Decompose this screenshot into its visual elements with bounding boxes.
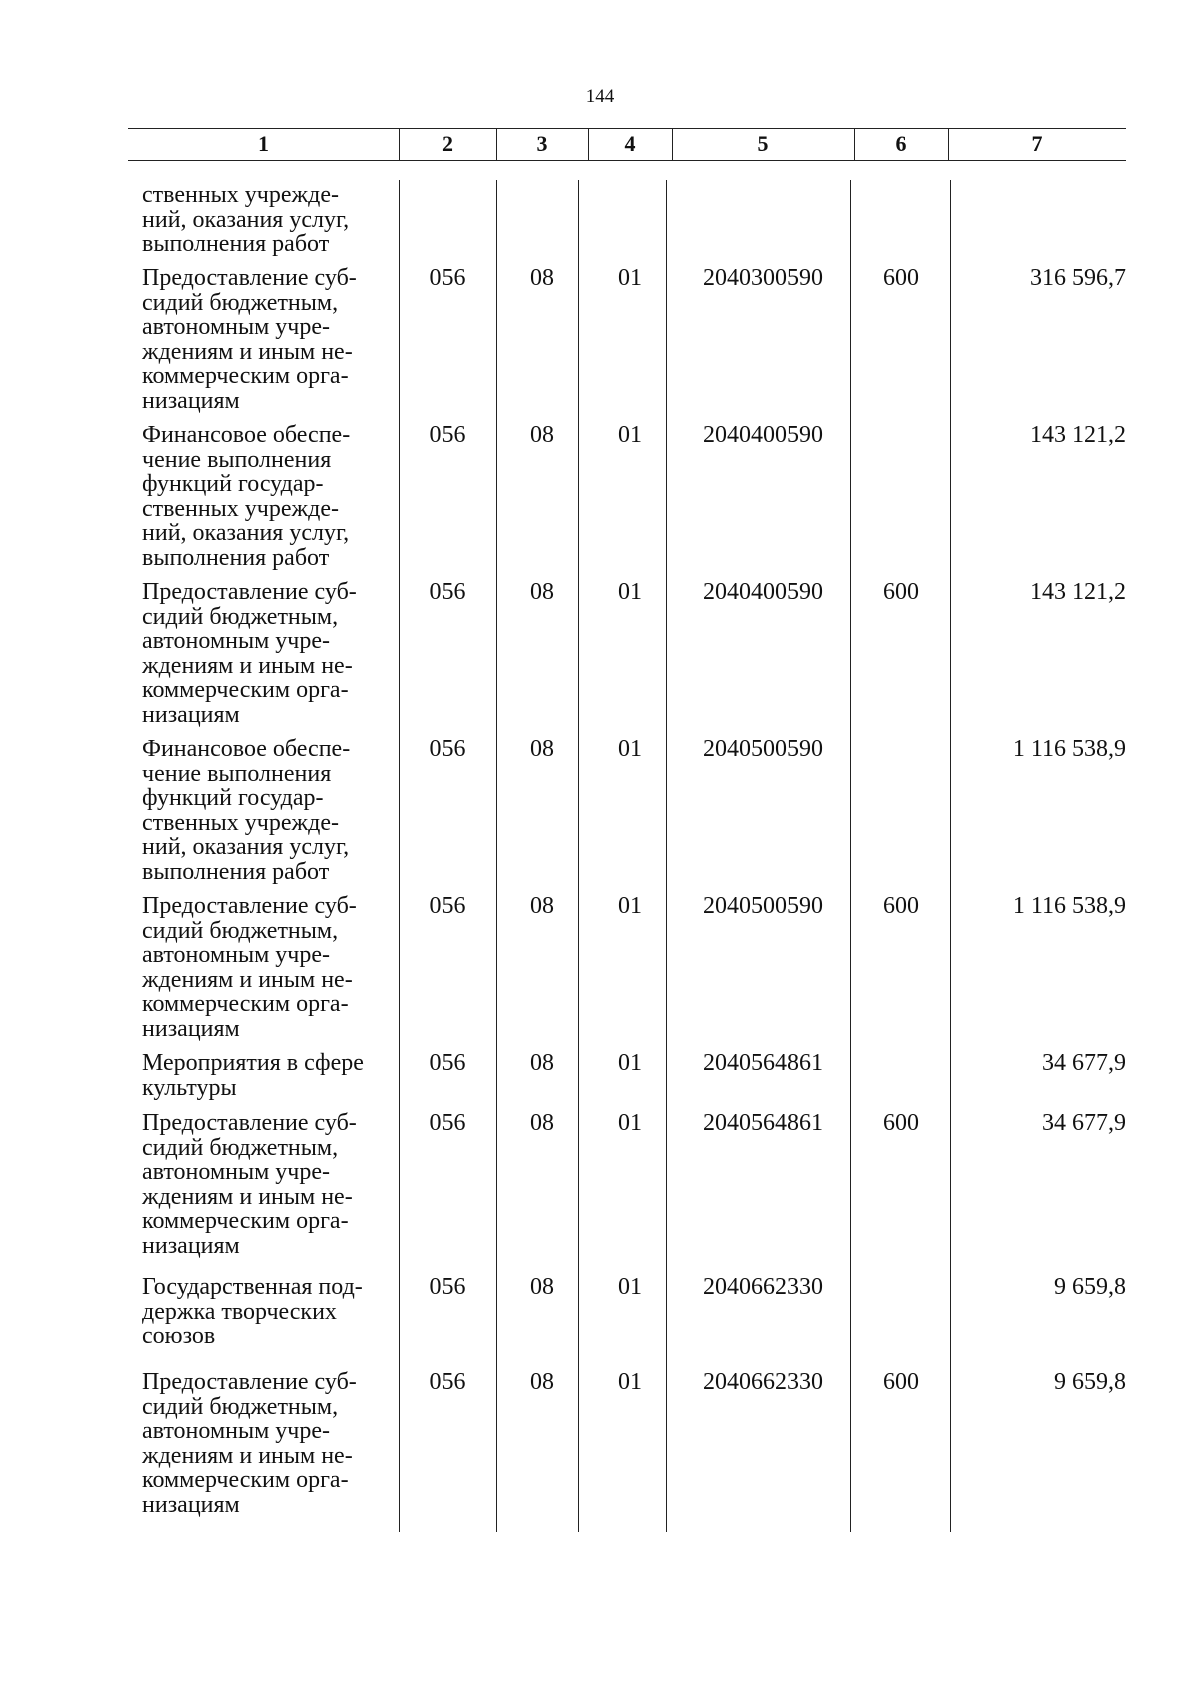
col-5-value: 2040662330	[703, 1369, 823, 1395]
col-2-value: 056	[429, 1110, 466, 1136]
row-name: Предоставление суб- сидий бюджетным, автономным учре- ждениям и иным не- коммерческим орга- низациям	[142, 1110, 357, 1259]
row-name: Предоставление суб- сидий бюджетным, автономным учре- ждениям и иным не- коммерческим орга- низациям	[142, 265, 357, 414]
col-4-value: 01	[618, 1369, 642, 1395]
col-3-value: 08	[530, 265, 554, 291]
col-2-value: 056	[429, 1274, 466, 1300]
col-4-value: 01	[618, 265, 642, 291]
col-6-value: 600	[883, 1369, 919, 1395]
col-7-value: 9 659,8	[1054, 1274, 1126, 1300]
col-5-value: 2040400590	[703, 422, 823, 448]
col-5-value: 2040500590	[703, 736, 823, 762]
col-2-value: 056	[429, 422, 466, 448]
col-6-value: 600	[883, 579, 919, 605]
col-7-value: 1 116 538,9	[1012, 893, 1126, 919]
col-4-value: 01	[618, 579, 642, 605]
header-cell: 7	[1031, 131, 1043, 156]
col-2-value: 056	[429, 579, 466, 605]
column-divider	[588, 128, 589, 161]
col-4-value: 01	[618, 1110, 642, 1136]
col-7-value: 316 596,7	[1030, 265, 1126, 291]
column-divider	[399, 128, 400, 161]
col-2-value: 056	[429, 1050, 466, 1076]
col-5-value: 2040400590	[703, 579, 823, 605]
row-name: Предоставление суб- сидий бюджетным, автономным учре- ждениям и иным не- коммерческим орга- низациям	[142, 893, 357, 1042]
col-3-value: 08	[530, 893, 554, 919]
col-2-value: 056	[429, 1369, 466, 1395]
row-name: Предоставление суб- сидий бюджетным, автономным учре- ждениям и иным не- коммерческим орга- низациям	[142, 1369, 357, 1518]
col-3-value: 08	[530, 1110, 554, 1136]
col-4-value: 01	[618, 422, 642, 448]
header-cell: 4	[624, 131, 636, 156]
col-5-value: 2040564861	[703, 1050, 823, 1076]
row-name: Государственная под- держка творческих союзов	[142, 1274, 363, 1349]
col-7-value: 143 121,2	[1030, 579, 1126, 605]
column-divider	[399, 180, 400, 1532]
col-2-value: 056	[429, 736, 466, 762]
page-number: 144	[585, 86, 615, 107]
row-name: Предоставление суб- сидий бюджетным, автономным учре- ждениям и иным не- коммерческим орга- низациям	[142, 579, 357, 728]
col-7-value: 34 677,9	[1042, 1110, 1126, 1136]
col-7-value: 1 116 538,9	[1012, 736, 1126, 762]
col-7-value: 143 121,2	[1030, 422, 1126, 448]
col-6-value: 600	[883, 265, 919, 291]
table-top-rule	[128, 128, 1126, 129]
col-3-value: 08	[530, 736, 554, 762]
header-cell: 3	[536, 131, 548, 156]
row-name: ственных учрежде- ний, оказания услуг, выполнения работ	[142, 182, 350, 257]
col-4-value: 01	[618, 1050, 642, 1076]
header-cell: 6	[895, 131, 907, 156]
col-4-value: 01	[618, 1274, 642, 1300]
col-3-value: 08	[530, 1050, 554, 1076]
col-5-value: 2040662330	[703, 1274, 823, 1300]
column-divider	[496, 128, 497, 161]
column-divider	[666, 180, 667, 1532]
col-3-value: 08	[530, 1369, 554, 1395]
col-2-value: 056	[429, 893, 466, 919]
col-3-value: 08	[530, 1274, 554, 1300]
column-divider	[496, 180, 497, 1532]
row-name: Мероприятия в сфере культуры	[142, 1050, 364, 1101]
row-name: Финансовое обеспе- чение выполнения функций государ- ственных учрежде- ний, оказания услуг, выполнения работ	[142, 422, 351, 571]
col-5-value: 2040500590	[703, 893, 823, 919]
header-cell: 1	[258, 131, 269, 156]
column-divider	[854, 128, 855, 161]
column-divider	[578, 180, 579, 1532]
column-divider	[850, 180, 851, 1532]
col-6-value: 600	[883, 893, 919, 919]
col-2-value: 056	[429, 265, 466, 291]
col-4-value: 01	[618, 736, 642, 762]
column-divider	[672, 128, 673, 161]
col-7-value: 9 659,8	[1054, 1369, 1126, 1395]
col-5-value: 2040300590	[703, 265, 823, 291]
column-divider	[950, 180, 951, 1532]
table-header-rule	[128, 160, 1126, 161]
col-3-value: 08	[530, 579, 554, 605]
header-cell: 2	[442, 131, 453, 156]
col-7-value: 34 677,9	[1042, 1050, 1126, 1076]
header-cell: 5	[757, 131, 769, 156]
col-6-value: 600	[883, 1110, 919, 1136]
column-divider	[948, 128, 949, 161]
col-5-value: 2040564861	[703, 1110, 823, 1136]
row-name: Финансовое обеспе- чение выполнения функций государ- ственных учрежде- ний, оказания услуг, выполнения работ	[142, 736, 351, 885]
col-3-value: 08	[530, 422, 554, 448]
col-4-value: 01	[618, 893, 642, 919]
